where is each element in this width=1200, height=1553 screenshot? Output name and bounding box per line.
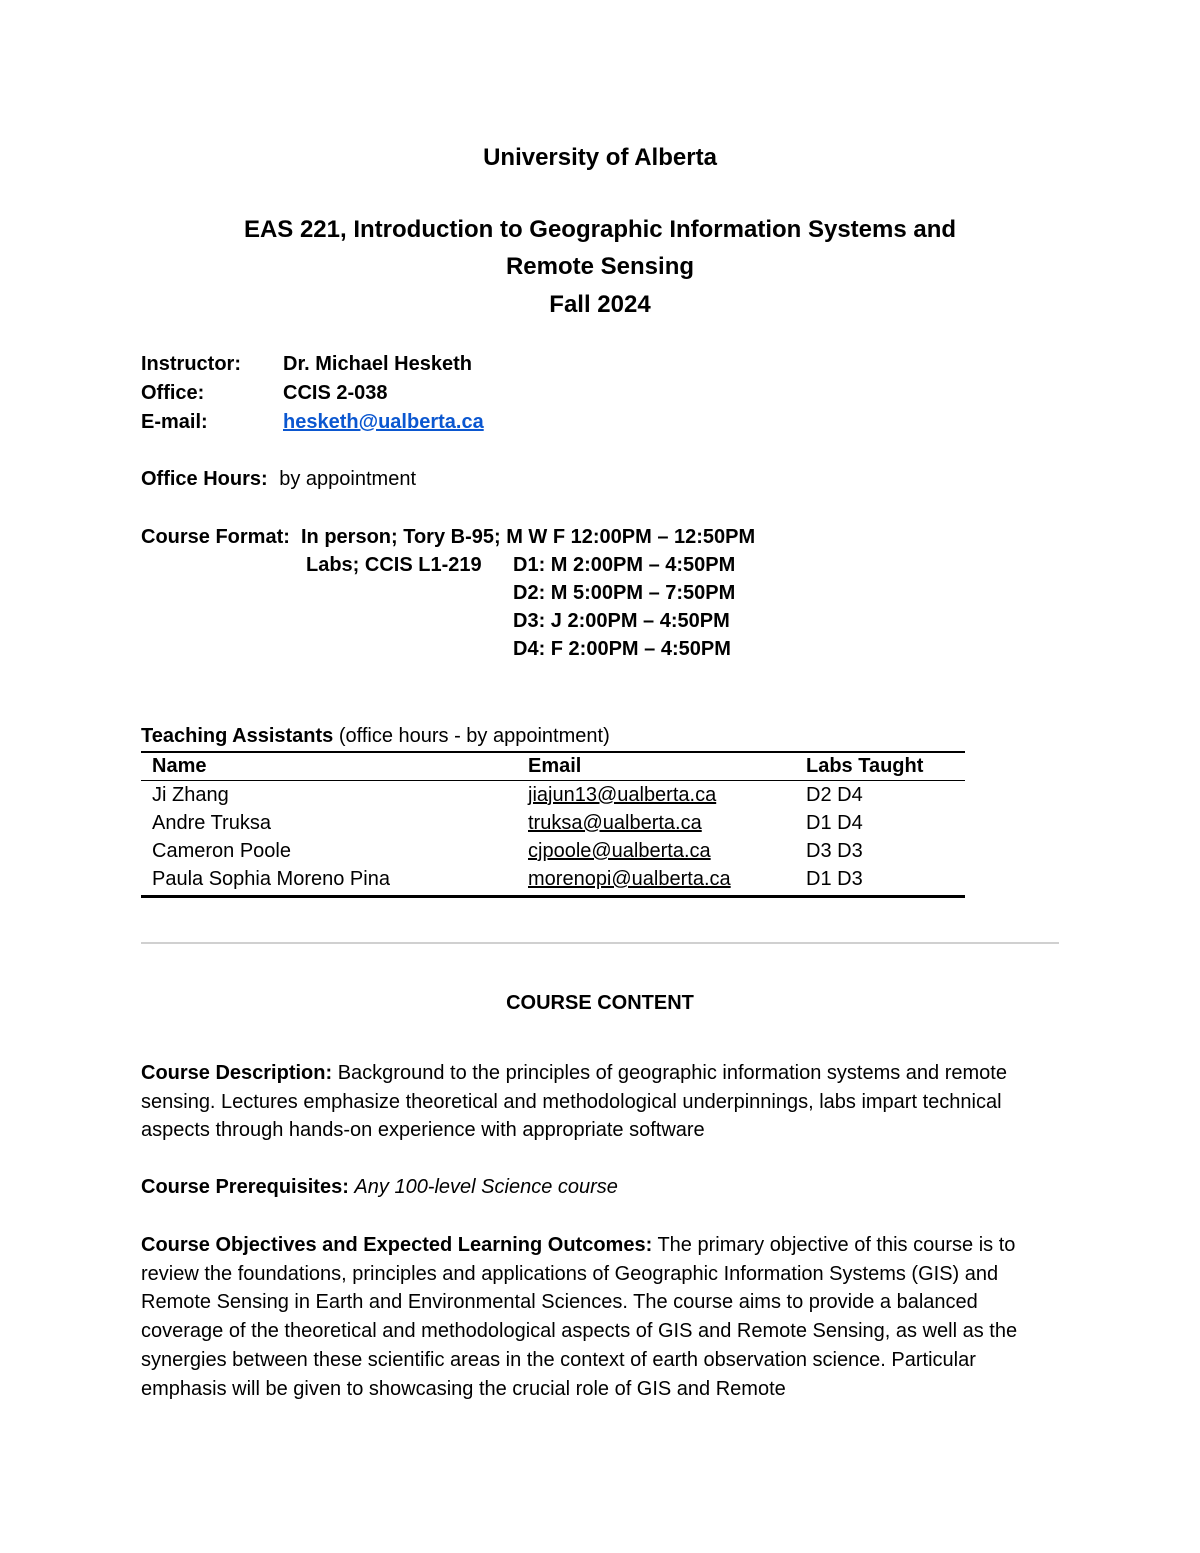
ta-name: Andre Truksa [152, 812, 271, 834]
course-title-line2: Remote Sensing [505, 253, 695, 280]
ta-name: Ji Zhang [152, 784, 229, 806]
lab-section: D1: M 2:00PM – 4:50PM [513, 554, 736, 576]
ta-labs: D1 D4 [806, 812, 863, 834]
prerequisites-text: Any 100-level Science course [354, 1176, 618, 1198]
course-description [141, 1059, 1061, 1145]
office-hours-label: Office Hours: [141, 468, 268, 490]
objectives-text: The primary objective of this course is to review the foundations, principles and applications of Geographic Information Systems (GIS) and Remote Sensing in Earth and Environmental Sciences. The course aims to provide a balanced coverage of the theoretical and methodological aspects of GIS and Remote Sensing, as well as the synergies between these scientific areas in the context of earth observation science. Particular emphasis will be given to showcasing the crucial role of GIS and Remote [141, 1234, 1018, 1400]
objectives-label: Course Objectives and Expected Learning Outcomes: [141, 1234, 653, 1256]
section-divider [141, 942, 1059, 944]
ta-labs: D2 D4 [806, 784, 863, 806]
table-header-email: Email [528, 755, 582, 777]
table-header-rule [141, 780, 965, 781]
ta-heading-label: Teaching Assistants [141, 725, 334, 747]
table-header-name: Name [152, 755, 207, 777]
course-description-text: Background to the principles of geographic information systems and remote sensing. Lectures emphasize theoretical and methodological underpinnings, labs impart technical aspects through hands-on experience with appropriate software [141, 1062, 1007, 1142]
lab-section: D3: J 2:00PM – 4:50PM [513, 610, 730, 632]
ta-name: Paula Sophia Moreno Pina [152, 868, 390, 890]
office-hours-value: by appointment [279, 468, 417, 490]
term-title: Fall 2024 [549, 291, 651, 318]
course-content-heading: COURSE CONTENT [506, 992, 694, 1014]
labs-label: Labs; CCIS L1-219 [306, 554, 482, 576]
ta-heading-note: (office hours - by appointment) [338, 725, 610, 747]
ta-heading [141, 725, 610, 748]
lab-section: D2: M 5:00PM – 7:50PM [513, 582, 736, 604]
course-objectives [141, 1231, 1061, 1403]
email-label: E-mail: [141, 411, 208, 433]
course-format-label: Course Format: [141, 526, 290, 548]
ta-email-link[interactable]: cjpoole@ualberta.ca [528, 840, 711, 862]
course-description-label: Course Description: [141, 1062, 333, 1084]
lab-section: D4: F 2:00PM – 4:50PM [513, 638, 731, 660]
table-top-rule [141, 751, 965, 753]
ta-email-link[interactable]: truksa@ualberta.ca [528, 812, 702, 834]
course-prerequisites [141, 1173, 1061, 1202]
instructor-value: Dr. Michael Hesketh [283, 353, 472, 375]
course-format-lecture: In person; Tory B-95; M W F 12:00PM – 12:50PM [301, 526, 756, 548]
ta-email-link[interactable]: jiajun13@ualberta.ca [528, 784, 717, 806]
prerequisites-label: Course Prerequisites: [141, 1176, 349, 1198]
instructor-label: Instructor: [141, 353, 241, 375]
instructor-email-link[interactable]: hesketh@ualberta.ca [283, 411, 484, 433]
ta-email-link[interactable]: morenopi@ualberta.ca [528, 868, 731, 890]
ta-name: Cameron Poole [152, 840, 291, 862]
university-title: University of Alberta [483, 144, 717, 171]
table-header-labs: Labs Taught [806, 755, 924, 777]
ta-labs: D1 D3 [806, 868, 863, 890]
office-value: CCIS 2-038 [283, 382, 388, 404]
ta-labs: D3 D3 [806, 840, 863, 862]
course-title-line1: EAS 221, Introduction to Geographic Information Systems and [243, 216, 957, 243]
office-label: Office: [141, 382, 205, 404]
office-hours [141, 468, 416, 491]
table-bottom-rule [141, 895, 965, 898]
